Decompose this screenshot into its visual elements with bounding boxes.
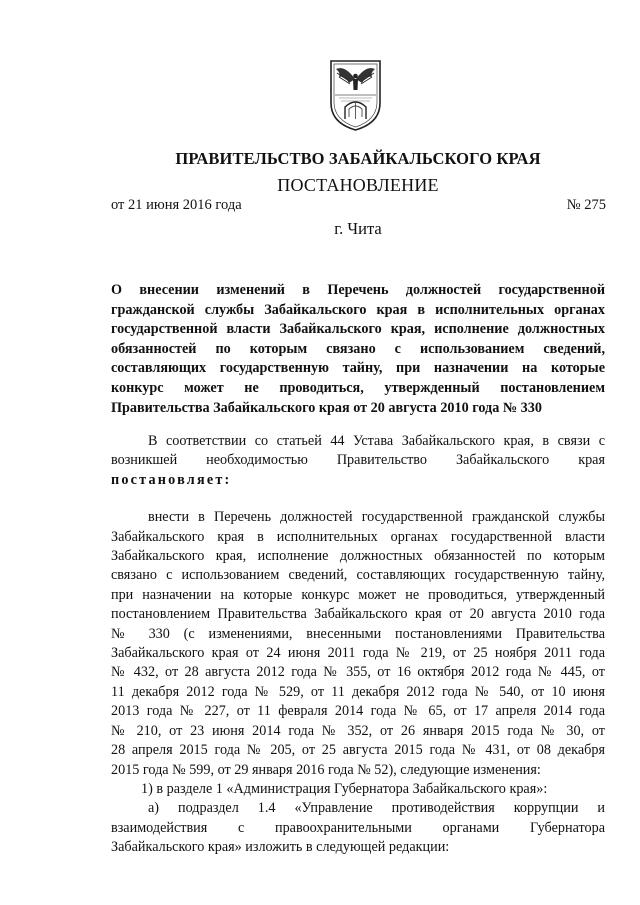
document-type: ПОСТАНОВЛЕНИЕ xyxy=(277,175,439,195)
document-city: г. Чита xyxy=(334,219,382,238)
title-line: Правительства Забайкальского края от 20 августа 2010 года № 330 xyxy=(111,399,542,416)
subitem-a-line: а) подраздел 1.4 «Управление противодействия коррупции и xyxy=(148,800,605,817)
body-line: № 330 (с изменениями, внесенными постановлениями Правительства xyxy=(111,625,605,642)
preamble-line: возникшей необходимостью Правительство Забайкальского края xyxy=(111,452,605,469)
body-line: 2013 года № 227, от 11 февраля 2014 года № 65, от 17 апреля 2014 года xyxy=(111,703,605,720)
body-line: связано с использованием сведений, составляющих государственную тайну, xyxy=(111,567,605,584)
body-line: 28 апреля 2015 года № 205, от 25 августа 2015 года № 431, от 08 декабря xyxy=(111,742,605,759)
title-line: конкурс может не проводиться, утвержденный постановлением xyxy=(111,379,605,396)
body-line: внести в Перечень должностей государственной гражданской службы xyxy=(148,509,605,526)
decree-word: постановляет: xyxy=(111,471,232,488)
title-line: гражданской службы Забайкальского края в исполнительных органах xyxy=(111,301,605,318)
document-number: № 275 xyxy=(566,197,606,213)
body-line: № 432, от 28 августа 2012 года № 355, от 16 октября 2012 года № 445, от xyxy=(111,664,605,681)
title-line: О внесении изменений в Перечень должностей государственной xyxy=(111,282,605,298)
body-line: Забайкальского края от 24 июня 2011 года № 219, от 25 ноября 2011 года xyxy=(111,645,605,662)
paragraph-gap xyxy=(111,490,605,508)
body-line: при назначении на которые конкурс может не проводиться, утвержденный xyxy=(111,586,605,603)
body-line: Забайкальского края в исполнительных органах государственной власти xyxy=(111,528,605,545)
body-line: постановлением Правительства Забайкальского края от 20 августа 2010 года xyxy=(111,606,605,623)
title-line: обязанностей по которым связано с использованием сведений, xyxy=(111,340,605,357)
organization-name: ПРАВИТЕЛЬСТВО ЗАБАЙКАЛЬСКОГО КРАЯ xyxy=(175,149,541,168)
document-body xyxy=(111,432,605,858)
preamble-line: В соответствии со статьей 44 Устава Забайкальского края, в связи с xyxy=(148,433,605,449)
document-title xyxy=(111,281,605,418)
body-line: 11 декабря 2012 года № 529, от 11 декабря 2012 года № 540, от 10 июня xyxy=(111,683,605,700)
item-1: 1) в разделе 1 «Администрация Губернатора Забайкальского края»: xyxy=(141,780,548,797)
title-line: государственной власти Забайкальского края, исполнение должностных xyxy=(111,321,605,338)
body-line: Забайкальского края, исполнение должностных обязанностей по которым xyxy=(111,548,605,565)
document-date: от 21 июня 2016 года xyxy=(111,197,242,213)
body-line: 2015 года № 599, от 29 января 2016 года № 52), следующие изменения: xyxy=(111,761,541,778)
title-line: составляющих государственную тайну, при назначении на которые xyxy=(111,360,605,377)
subitem-a-line: взаимодействия с правоохранительными органами Губернатора xyxy=(111,819,605,836)
subitem-a-line: Забайкальского края» изложить в следующей редакции: xyxy=(111,839,450,856)
body-line: № 210, от 23 июня 2014 года № 352, от 26 января 2015 года № 30, от xyxy=(111,722,605,739)
coat-of-arms-icon xyxy=(327,57,384,133)
